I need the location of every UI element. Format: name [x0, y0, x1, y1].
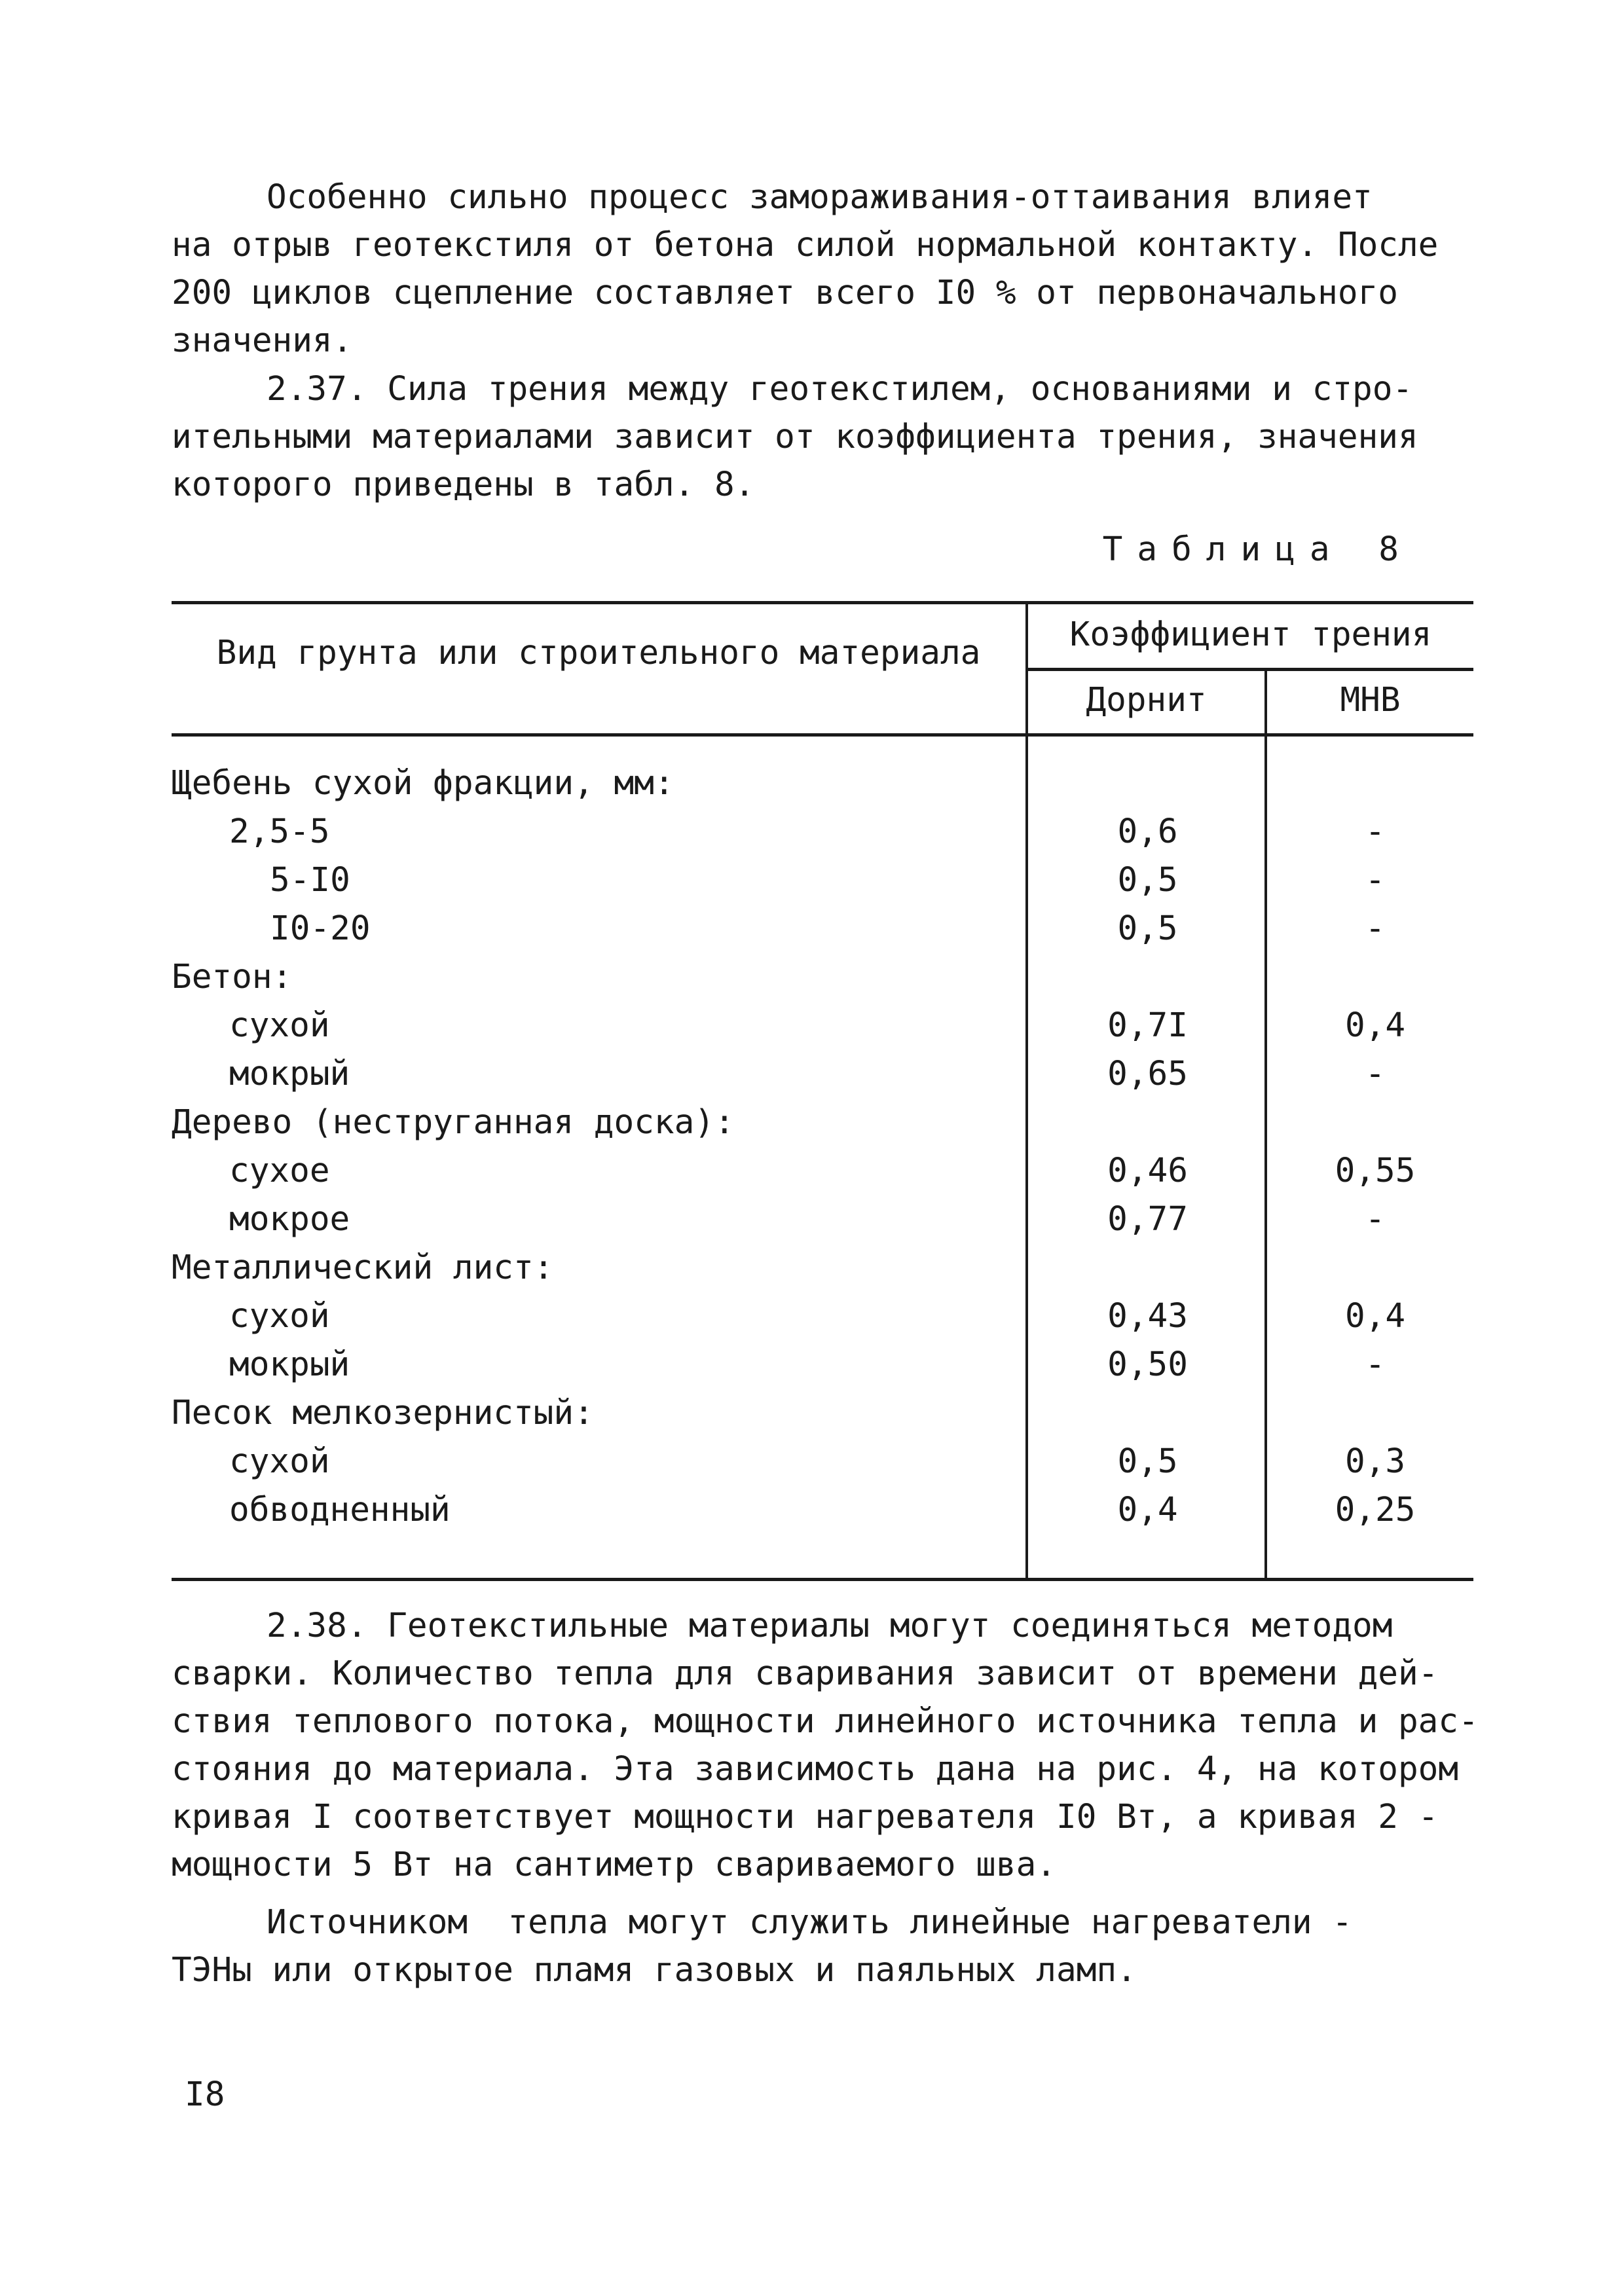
paragraph-2-37	[172, 365, 1475, 509]
table-row	[0, 1486, 1624, 1535]
text-line: ительными материалами зависит от коэффициента трения, значения	[172, 418, 1418, 456]
page-number: I8	[185, 2075, 225, 2114]
table-row	[0, 1147, 1624, 1195]
value-dornit: 0,5	[1117, 909, 1178, 948]
text-line: стояния до материала. Эта зависимость дана на рис. 4, на котором	[172, 1750, 1459, 1789]
text-line: на отрыв геотекстиля от бетона силой нормальной контакту. После	[172, 226, 1439, 264]
value-dornit: 0,65	[1107, 1055, 1188, 1093]
row-name: Металлический лист:	[172, 1248, 554, 1287]
header-coefficient: Коэффициент трения	[1069, 615, 1432, 654]
table-row	[0, 1002, 1624, 1050]
value-dornit: 0,7I	[1107, 1006, 1188, 1045]
row-name: Дерево (неструганная доска):	[172, 1103, 735, 1142]
table-row	[0, 808, 1624, 856]
value-mnv: 0,55	[1335, 1152, 1416, 1190]
text-line: Источником тепла могут служить линейные нагреватели -	[267, 1903, 1353, 1942]
table-row	[0, 953, 1624, 1002]
row-name: мокрый	[229, 1055, 350, 1093]
value-dornit: 0,46	[1107, 1152, 1188, 1190]
header-bottom-rule	[172, 733, 1473, 737]
text-line: сварки. Количество тепла для сваривания зависит от времени дей-	[172, 1654, 1439, 1693]
value-mnv: 0,25	[1335, 1491, 1416, 1529]
value-dornit: 0,5	[1117, 861, 1178, 900]
table-row	[0, 1438, 1624, 1486]
row-name: I0-20	[270, 909, 371, 948]
text-line: 2.38. Геотекстильные материалы могут соединяться методом	[267, 1607, 1393, 1645]
value-dornit: 0,5	[1117, 1442, 1178, 1481]
text-line: Особенно сильно процесс замораживания-оттаивания влияет	[267, 178, 1373, 217]
text-line: мощности 5 Вт на сантиметр свариваемого шва.	[172, 1846, 1057, 1884]
value-mnv: -	[1365, 1055, 1386, 1093]
header-material: Вид грунта или строительного материала	[216, 634, 981, 672]
value-dornit: 0,4	[1117, 1491, 1178, 1529]
table-bottom-rule	[172, 1578, 1473, 1581]
table-row	[0, 1244, 1624, 1292]
table-row	[0, 856, 1624, 905]
value-dornit: 0,77	[1107, 1200, 1188, 1239]
table-row	[0, 1389, 1624, 1438]
table-caption: Таблица 8	[1102, 530, 1413, 569]
text-line: которого приведены в табл. 8.	[172, 465, 755, 504]
table-row	[0, 1292, 1624, 1341]
row-name: мокрое	[229, 1200, 350, 1239]
table-row	[0, 1099, 1624, 1147]
row-name: Бетон:	[172, 958, 293, 996]
row-name: обводненный	[229, 1491, 451, 1529]
header-sub-rule	[1028, 668, 1473, 671]
table-row	[0, 1195, 1624, 1244]
text-line: 200 циклов сцепление составляет всего I0 % от первоначального	[172, 274, 1398, 312]
text-line: кривая I соответствует мощности нагревателя I0 Вт, а кривая 2 -	[172, 1798, 1439, 1836]
row-name: мокрый	[229, 1345, 350, 1384]
value-dornit: 0,6	[1117, 812, 1178, 851]
text-line: ствия теплового потока, мощности линейного источника тепла и рас-	[172, 1702, 1479, 1741]
value-mnv: 0,3	[1344, 1442, 1406, 1481]
header-col-dornit: Дорнит	[1086, 681, 1207, 720]
text-line: значения.	[172, 321, 353, 360]
value-mnv: -	[1365, 861, 1386, 900]
table-row	[0, 1341, 1624, 1389]
row-name: Песок мелкозернистый:	[172, 1394, 594, 1432]
value-mnv: -	[1365, 1200, 1386, 1239]
value-mnv: -	[1365, 1345, 1386, 1384]
text-line: ТЭНы или открытое пламя газовых и паяльных ламп.	[172, 1951, 1137, 1990]
row-name: сухой	[229, 1297, 330, 1336]
paragraph-2-38	[172, 1602, 1479, 1889]
row-name: сухое	[229, 1152, 330, 1190]
table-top-rule	[172, 601, 1473, 604]
value-mnv: -	[1365, 812, 1386, 851]
value-mnv: 0,4	[1344, 1297, 1406, 1336]
table-row	[0, 759, 1624, 808]
value-dornit: 0,50	[1107, 1345, 1188, 1384]
row-name: 2,5-5	[229, 812, 330, 851]
text-line: 2.37. Сила трения между геотекстилем, основаниями и стро-	[267, 370, 1413, 409]
row-name: сухой	[229, 1006, 330, 1045]
paragraph-freeze-thaw	[172, 173, 1475, 365]
row-name: сухой	[229, 1442, 330, 1481]
header-col-mnv: МНВ	[1340, 681, 1401, 720]
table-row	[0, 1050, 1624, 1099]
table-row	[0, 905, 1624, 953]
value-mnv: 0,4	[1344, 1006, 1406, 1045]
paragraph-heat-sources	[172, 1899, 1475, 1994]
row-name: 5-I0	[270, 861, 350, 900]
value-mnv: -	[1365, 909, 1386, 948]
row-name: Щебень сухой фракции, мм:	[172, 764, 674, 803]
value-dornit: 0,43	[1107, 1297, 1188, 1336]
